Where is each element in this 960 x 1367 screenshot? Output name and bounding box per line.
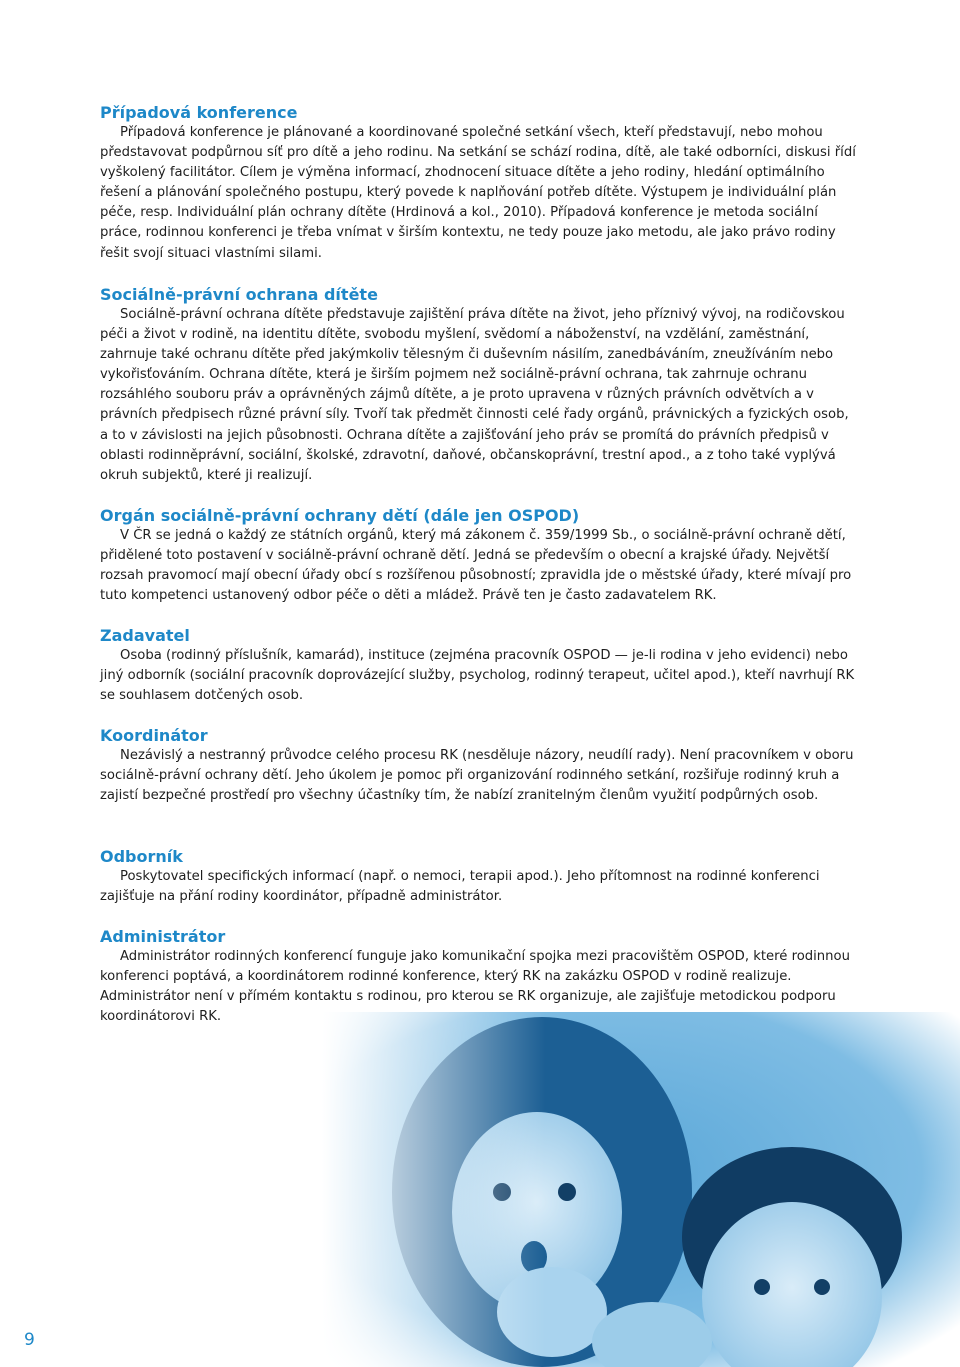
section-heading: Orgán sociálně-právní ochrany dětí (dále jen OSPOD) — [100, 506, 580, 525]
section-socialne-pravni-ochrana — [100, 285, 860, 486]
section-heading: Administrátor — [100, 927, 226, 946]
section-koordinator — [100, 726, 860, 806]
children-photo — [322, 1012, 960, 1367]
section-heading: Koordinátor — [100, 726, 208, 745]
section-heading: Případová konference — [100, 103, 298, 122]
section-paragraph: Nezávislý a nestranný průvodce celého procesu RK (nesděluje názory, neudílí rady). Není pracovníkem v oboru sociálně-právní ochrany dětí. Jeho úkolem je pomoc při organizování rodinného setkání, rozšiřuje rodinný kruh a zajistí bezpečné prostředí pro všechny účastníky tím, že nabízí zranitelným členům využití podpůrných osob. — [100, 748, 854, 804]
section-heading: Sociálně-právní ochrana dítěte — [100, 285, 378, 304]
section-heading: Odborník — [100, 847, 183, 866]
section-paragraph: Sociálně-právní ochrana dítěte představuje zajištění práva dítěte na život, jeho příznivý vývoj, na rodičovskou péči a život v rodině, na identitu dítěte, svobodu myšlení, svědomí a náboženství, na vzdělání, zaměstnání, zahrnuje také ochranu dítěte před jakýmkoliv tělesným či duševním násilím, zanedbáváním, zneužíváním nebo vykořisťováním. Ochrana dítěte, která je širším pojmem než sociálně-právní ochrana, tak zahrnuje ochranu rozsáhlého souboru práv a oprávněných zájmů dítěte, a je proto upravena v různých právních odvětvích a v právních předpisech různé právní síly. Tvoří tak předmět činnosti celé řady orgánů, právnických a fyzických osob, a to v závislosti na jejich působnosti. Ochrana dítěte a zajišťování jeho práv se promítá do právních předpisů v oblasti rodinněprávní, sociální, školské, zdravotní, daňové, občanskoprávní, trestní apod., a z toho také vyplývá okruh subjektů, které ji realizují. — [100, 307, 849, 483]
section-paragraph: Osoba (rodinný příslušník, kamarád), instituce (zejména pracovník OSPOD — je-li rodina v jeho evidenci) nebo jiný odborník (sociální pracovník doprovázející služby, psycholog, rodinný terapeut, učitel apod.), kteří navrhují RK se souhlasem dotčených osob. — [100, 648, 855, 704]
section-pripadova-konference — [100, 103, 860, 264]
section-ospod — [100, 506, 860, 606]
section-odbornik — [100, 847, 860, 907]
section-paragraph: V ČR se jedná o každý ze státních orgánů, který má zákonem č. 359/1999 Sb., o sociálně-právní ochraně dětí, přidělené toto postavení v sociálně-právní ochraně dětí. Jedná se především o obecní a krajské úřady. Největší rozsah pravomocí mají obecní úřady obcí s rozšířenou působností; zpravidla jde o městské úřady, které mívají pro tuto kompetenci ustanovený odbor péče o děti a mládež. Právě ten je často zadavatelem RK. — [100, 528, 852, 604]
section-paragraph: Případová konference je plánované a koordinované společné setkání všech, kteří představují, nebo mohou představovat podpůrnou síť pro dítě a jeho rodinu. Na setkání se schází rodina, dítě, ale také odborníci, diskusi řídí vyškolený facilitátor. Cílem je výměna informací, zhodnocení situace dítěte a jeho rodiny, hledání optimálního řešení a plánování společného postupu, který povede k naplňování potřeb dítěte. Výstupem je individuální plán péče, resp. Individuální plán ochrany dítěte (Hrdinová a kol., 2010). Případová konference je metoda sociální práce, rodinnou konferenci je třeba vnímat v širším kontextu, ne tedy pouze jako metodu, ale jako právo rodiny řešit svojí situaci vlastními silami. — [100, 125, 856, 261]
section-paragraph: Poskytovatel specifických informací (např. o nemoci, terapii apod.). Jeho přítomnost na rodinné konferenci zajišťuje na přání rodiny koordinátor, případně administrátor. — [100, 869, 820, 905]
section-paragraph: Administrátor rodinných konferencí funguje jako komunikační spojka mezi pracovištěm OSPOD, které rodinnou konferenci poptává, a koordinátorem rodinné konference, který RK na zakázku OSPOD v rodině realizuje. Administrátor není v přímém kontaktu s rodinou, pro kterou se RK organizuje, ale zajišťuje metodickou podporu koordinátorovi RK. — [100, 949, 850, 1025]
section-heading: Zadavatel — [100, 626, 190, 645]
page-number: 9 — [24, 1330, 35, 1350]
section-zadavatel — [100, 626, 860, 706]
